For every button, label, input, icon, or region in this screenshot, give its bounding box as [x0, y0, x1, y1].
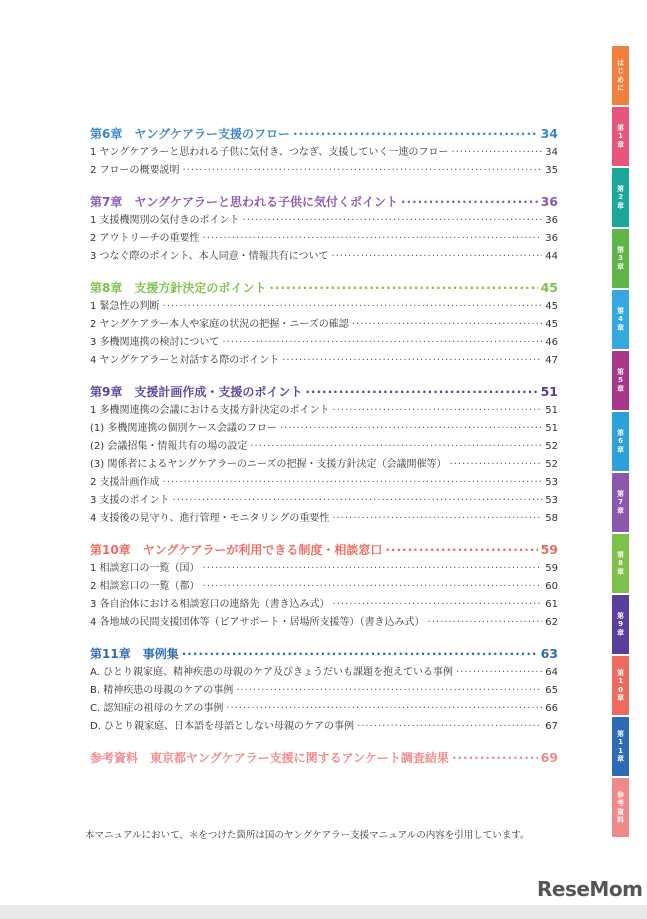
section-title: 3 支援のポイント	[90, 495, 170, 506]
leader-dots	[451, 144, 542, 162]
toc-section-entry[interactable]	[90, 334, 558, 352]
section-page-number: 60	[545, 581, 558, 592]
chapter-page-number: 51	[540, 384, 558, 399]
leader-dots	[243, 212, 543, 230]
chapter-tab[interactable]	[612, 107, 629, 166]
toc-section-entry[interactable]	[90, 212, 558, 230]
section-page-number: 44	[545, 251, 558, 262]
chapter-page-number: 34	[540, 126, 558, 141]
leader-dots	[293, 124, 538, 144]
chapter-tab[interactable]	[612, 717, 629, 776]
section-title: 1 相談窓口の一覧（国）	[90, 563, 200, 574]
leader-dots	[250, 438, 542, 456]
chapter-title: 第8章 支援方針決定のポイント	[90, 281, 267, 295]
chapter-title: 第6章 ヤングケアラー支援のフロー	[90, 127, 290, 141]
section-page-number: 64	[545, 667, 558, 678]
leader-dots	[236, 682, 542, 700]
section-page-number: 65	[545, 685, 558, 696]
chapter-tab-label: 第2章	[617, 184, 624, 210]
citation-note: 本マニュアルにおいて、＊をつけた箇所は国のヤングケアラー支援マニュアルの内容を引用しています。	[85, 830, 530, 841]
section-page-number: 45	[545, 301, 558, 312]
leader-dots	[352, 316, 543, 334]
section-page-number: 34	[545, 147, 558, 158]
chapter-tab[interactable]	[612, 473, 629, 532]
chapter-tab[interactable]	[612, 46, 629, 105]
toc-section-entry[interactable]	[90, 352, 558, 370]
leader-dots	[183, 162, 543, 180]
section-title: A. ひとり親家庭、精神疾患の母親のケア及びきょうだいも課題を抱えている事例	[90, 667, 454, 678]
leader-dots	[226, 700, 542, 718]
chapter-tab[interactable]	[612, 412, 629, 471]
section-title: 2 相談窓口の一覧（都）	[90, 581, 200, 592]
section-page-number: 36	[545, 233, 558, 244]
leader-dots	[222, 334, 542, 352]
chapter-tab[interactable]	[612, 656, 629, 715]
leader-dots	[163, 474, 543, 492]
toc-chapter-entry[interactable]	[90, 278, 558, 298]
toc-section-entry[interactable]	[90, 438, 558, 456]
chapter-tab[interactable]	[612, 290, 629, 349]
leader-dots	[333, 596, 543, 614]
chapter-page-number: 63	[540, 646, 558, 661]
toc-section-entry[interactable]	[90, 596, 558, 614]
chapter-tab[interactable]	[612, 595, 629, 654]
leader-dots	[280, 420, 542, 438]
footer-band	[0, 905, 647, 919]
leader-dots	[203, 560, 543, 578]
leader-dots	[163, 298, 543, 316]
toc-section-entry[interactable]	[90, 456, 558, 474]
toc-section-entry[interactable]	[90, 664, 558, 682]
section-title: 1 多機関連携の会議における支援方針決定のポイント	[90, 405, 330, 416]
chapter-tab[interactable]	[612, 778, 629, 837]
leader-dots	[282, 352, 542, 370]
toc-section-entry[interactable]	[90, 230, 558, 248]
chapter-title: 第9章 支援計画作成・支援のポイント	[90, 385, 303, 399]
section-title: C. 認知症の祖母のケアの事例	[90, 703, 224, 714]
toc-section-entry[interactable]	[90, 578, 558, 596]
chapter-tab-label: 第7章	[617, 489, 624, 515]
section-page-number: 51	[545, 423, 558, 434]
section-page-number: 35	[545, 165, 558, 176]
chapter-tab-label: 第1章	[617, 123, 624, 149]
toc-chapter-entry[interactable]	[90, 644, 558, 664]
leader-dots	[173, 492, 543, 510]
chapter-page-number: 45	[540, 280, 558, 295]
leader-dots	[332, 510, 542, 528]
leader-dots	[450, 456, 543, 474]
section-title: 3 つなぐ際のポイント、本人同意・情報共有について	[90, 251, 329, 262]
chapter-title: 参考資料 東京都ヤングケアラー支援に関するアンケート調査結果	[90, 751, 449, 765]
section-page-number: 52	[545, 459, 558, 470]
table-of-contents	[90, 124, 558, 768]
toc-section-entry[interactable]	[90, 614, 558, 632]
toc-section-entry[interactable]	[90, 700, 558, 718]
leader-dots	[203, 230, 543, 248]
toc-section-entry[interactable]	[90, 248, 558, 266]
toc-section-entry[interactable]	[90, 420, 558, 438]
toc-section-entry[interactable]	[90, 510, 558, 528]
chapter-title: 第10章 ヤングケアラーが利用できる制度・相談窓口	[90, 543, 383, 557]
leader-dots	[456, 664, 542, 682]
chapter-tab-label: 参考資料	[617, 790, 624, 824]
leader-dots	[269, 278, 537, 298]
chapter-index-tabs	[612, 46, 629, 839]
chapter-tab-label: 第4章	[617, 306, 624, 332]
section-title: (1) 多機関連携の個別ケース会議のフロー	[90, 423, 277, 434]
leader-dots	[357, 718, 542, 736]
section-page-number: 47	[545, 355, 558, 366]
section-title: 2 フローの概要説明	[90, 165, 180, 176]
toc-section-entry[interactable]	[90, 718, 558, 736]
toc-section-entry[interactable]	[90, 162, 558, 180]
section-title: D. ひとり親家庭、日本語を母語としない母親のケアの事例	[90, 721, 355, 732]
toc-section-entry[interactable]	[90, 474, 558, 492]
chapter-tab[interactable]	[612, 351, 629, 410]
leader-dots	[182, 644, 538, 664]
chapter-tab-label: 第5章	[617, 367, 624, 393]
section-page-number: 67	[545, 721, 558, 732]
toc-chapter-entry[interactable]	[90, 748, 558, 768]
section-title: 3 多機関連携の検討について	[90, 337, 220, 348]
section-page-number: 62	[545, 617, 558, 628]
toc-section-entry[interactable]	[90, 316, 558, 334]
toc-section-entry[interactable]	[90, 492, 558, 510]
toc-chapter-entry[interactable]	[90, 124, 558, 144]
toc-section-entry[interactable]	[90, 298, 558, 316]
toc-chapter-entry[interactable]	[90, 382, 558, 402]
section-title: 1 緊急性の判断	[90, 301, 160, 312]
chapter-tab-label: 第6章	[617, 428, 624, 454]
toc-section-entry[interactable]	[90, 560, 558, 578]
section-title: 1 ヤングケアラーと思われる子供に気付き、つなぎ、支援していく一連のフロー	[90, 147, 449, 158]
chapter-tab-label: 第8章	[617, 550, 624, 576]
chapter-tab-label: 第9章	[617, 611, 624, 637]
chapter-page-number: 69	[540, 750, 558, 765]
section-page-number: 59	[545, 563, 558, 574]
section-page-number: 52	[545, 441, 558, 452]
toc-chapter-entry[interactable]	[90, 540, 558, 560]
resemom-logo: ReseMom	[537, 877, 643, 901]
section-page-number: 58	[545, 513, 558, 524]
chapter-tab[interactable]	[612, 534, 629, 593]
section-title: B. 精神疾患の母親のケアの事例	[90, 685, 234, 696]
toc-section-entry[interactable]	[90, 402, 558, 420]
section-page-number: 53	[545, 477, 558, 488]
leader-dots	[385, 540, 537, 560]
toc-section-entry[interactable]	[90, 682, 558, 700]
section-page-number: 36	[545, 215, 558, 226]
chapter-tab-label: 第11章	[617, 729, 624, 763]
section-title: 4 ヤングケアラーと対話する際のポイント	[90, 355, 280, 366]
section-page-number: 66	[545, 703, 558, 714]
section-title: 2 支援計画作成	[90, 477, 160, 488]
section-page-number: 53	[545, 495, 558, 506]
chapter-page-number: 36	[540, 194, 558, 209]
chapter-page-number: 59	[540, 542, 558, 557]
chapter-tab[interactable]	[612, 168, 629, 227]
section-title: 4 各地域の民間支援団体等（ピアサポート・居場所支援等）（書き込み式）	[90, 617, 425, 628]
section-title: 4 支援後の見守り、進行管理・モニタリングの重要性	[90, 513, 330, 524]
chapter-tab-label: 第3章	[617, 245, 624, 271]
toc-chapter-entry[interactable]	[90, 192, 558, 212]
section-title: (2) 会議招集・情報共有の場の設定	[90, 441, 248, 452]
section-page-number: 45	[545, 319, 558, 330]
chapter-tab-label: はじめに	[617, 58, 624, 92]
leader-dots	[331, 248, 542, 266]
leader-dots	[428, 614, 543, 632]
leader-dots	[401, 192, 538, 212]
section-title: 1 支援機関別の気付きのポイント	[90, 215, 240, 226]
section-page-number: 51	[545, 405, 558, 416]
leader-dots	[305, 382, 537, 402]
toc-section-entry[interactable]	[90, 144, 558, 162]
leader-dots	[203, 578, 543, 596]
chapter-tab-label: 第10章	[617, 668, 624, 702]
chapter-tab[interactable]	[612, 229, 629, 288]
chapter-title: 第11章 事例集	[90, 647, 179, 661]
section-title: (3) 関係者によるヤングケアラーのニーズの把握・支援方針決定（会議開催等）	[90, 459, 447, 470]
section-page-number: 61	[545, 599, 558, 610]
section-title: 2 アウトリーチの重要性	[90, 233, 200, 244]
section-page-number: 46	[545, 337, 558, 348]
chapter-title: 第7章 ヤングケアラーと思われる子供に気付くポイント	[90, 195, 398, 209]
leader-dots	[452, 748, 538, 768]
leader-dots	[333, 402, 543, 420]
section-title: 2 ヤングケアラー本人や家庭の状況の把握・ニーズの確認	[90, 319, 349, 330]
section-title: 3 各自治体における相談窓口の連絡先（書き込み式）	[90, 599, 330, 610]
